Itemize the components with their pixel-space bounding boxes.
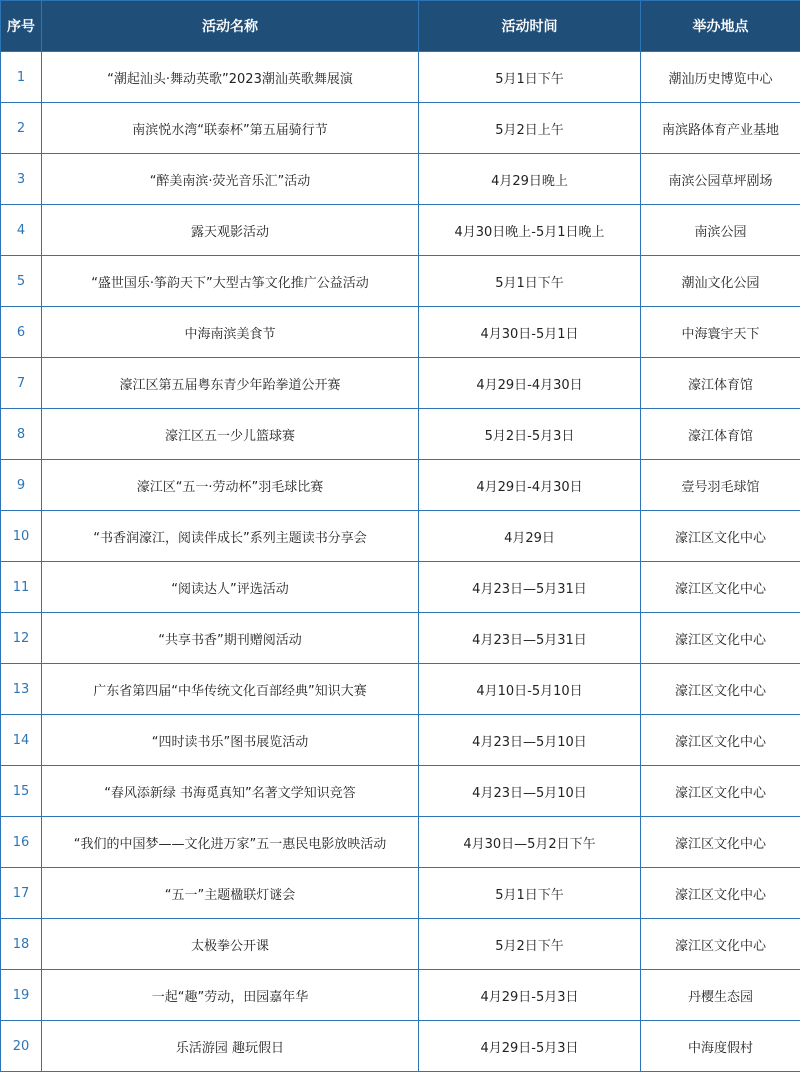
event-name: “潮起汕头·舞动英歌”2023潮汕英歌舞展演 xyxy=(42,52,419,103)
table-row xyxy=(1,256,800,307)
row-number: 14 xyxy=(1,715,42,766)
table-row xyxy=(1,919,800,970)
header-event-time: 活动时间 xyxy=(419,1,641,52)
event-name: “醉美南滨·荧光音乐汇”活动 xyxy=(42,154,419,205)
table-row xyxy=(1,817,800,868)
table-row xyxy=(1,307,800,358)
table-row xyxy=(1,766,800,817)
table-row xyxy=(1,715,800,766)
table-row xyxy=(1,52,800,103)
row-number: 19 xyxy=(1,970,42,1021)
event-name: 太极拳公开课 xyxy=(42,919,419,970)
event-name: 南滨悦水湾“联泰杯”第五届骑行节 xyxy=(42,103,419,154)
row-number: 1 xyxy=(1,52,42,103)
event-venue: 濠江体育馆 xyxy=(641,409,800,460)
event-time: 4月29日 xyxy=(419,511,641,562)
event-name: 濠江区第五届粤东青少年跆拳道公开赛 xyxy=(42,358,419,409)
event-venue: 南滨公园草坪剧场 xyxy=(641,154,800,205)
event-name: “盛世国乐·筝韵天下”大型古筝文化推广公益活动 xyxy=(42,256,419,307)
event-name: 广东省第四届“中华传统文化百部经典”知识大赛 xyxy=(42,664,419,715)
row-number: 11 xyxy=(1,562,42,613)
event-venue: 濠江区文化中心 xyxy=(641,715,800,766)
event-venue: 濠江区文化中心 xyxy=(641,919,800,970)
event-venue: 中海度假村 xyxy=(641,1021,800,1072)
event-venue: 濠江区文化中心 xyxy=(641,817,800,868)
row-number: 9 xyxy=(1,460,42,511)
row-number: 18 xyxy=(1,919,42,970)
event-time: 5月1日下午 xyxy=(419,868,641,919)
event-time: 4月23日—5月10日 xyxy=(419,715,641,766)
event-name: “我们的中国梦——文化进万家”五一惠民电影放映活动 xyxy=(42,817,419,868)
row-number: 12 xyxy=(1,613,42,664)
event-name: “书香润濠江，阅读伴成长”系列主题读书分享会 xyxy=(42,511,419,562)
header-number: 序号 xyxy=(1,1,42,52)
event-name: 濠江区五一少儿篮球赛 xyxy=(42,409,419,460)
table-row xyxy=(1,1021,800,1072)
row-number: 20 xyxy=(1,1021,42,1072)
event-name: 中海南滨美食节 xyxy=(42,307,419,358)
event-time: 4月29日晚上 xyxy=(419,154,641,205)
event-name: 濠江区“五一·劳动杯”羽毛球比赛 xyxy=(42,460,419,511)
event-venue: 濠江区文化中心 xyxy=(641,511,800,562)
event-venue: 潮汕文化公园 xyxy=(641,256,800,307)
row-number: 5 xyxy=(1,256,42,307)
event-venue: 濠江区文化中心 xyxy=(641,868,800,919)
event-name: “春风添新绿 书海觅真知”名著文学知识竞答 xyxy=(42,766,419,817)
row-number: 2 xyxy=(1,103,42,154)
event-venue: 南滨公园 xyxy=(641,205,800,256)
event-time: 4月23日—5月31日 xyxy=(419,613,641,664)
row-number: 4 xyxy=(1,205,42,256)
event-time: 5月2日上午 xyxy=(419,103,641,154)
header-event-name: 活动名称 xyxy=(42,1,419,52)
row-number: 13 xyxy=(1,664,42,715)
event-time: 4月30日—5月2日下午 xyxy=(419,817,641,868)
event-time: 4月23日—5月10日 xyxy=(419,766,641,817)
row-number: 17 xyxy=(1,868,42,919)
event-name: “五一”主题楹联灯谜会 xyxy=(42,868,419,919)
event-time: 4月29日-4月30日 xyxy=(419,358,641,409)
event-venue: 濠江区文化中心 xyxy=(641,613,800,664)
event-name: “阅读达人”评选活动 xyxy=(42,562,419,613)
row-number: 10 xyxy=(1,511,42,562)
table-row xyxy=(1,664,800,715)
event-time: 4月29日-5月3日 xyxy=(419,1021,641,1072)
table-row xyxy=(1,358,800,409)
event-venue: 濠江区文化中心 xyxy=(641,562,800,613)
row-number: 3 xyxy=(1,154,42,205)
event-venue: 丹樱生态园 xyxy=(641,970,800,1021)
row-number: 6 xyxy=(1,307,42,358)
table-row xyxy=(1,205,800,256)
event-name: 露天观影活动 xyxy=(42,205,419,256)
header-row xyxy=(1,1,800,52)
event-name: 乐活游园 趣玩假日 xyxy=(42,1021,419,1072)
event-venue: 潮汕历史博览中心 xyxy=(641,52,800,103)
event-time: 4月30日晚上-5月1日晚上 xyxy=(419,205,641,256)
row-number: 16 xyxy=(1,817,42,868)
event-time: 5月1日下午 xyxy=(419,52,641,103)
table-row xyxy=(1,103,800,154)
event-time: 4月30日-5月1日 xyxy=(419,307,641,358)
event-venue: 濠江体育馆 xyxy=(641,358,800,409)
event-time: 4月10日-5月10日 xyxy=(419,664,641,715)
event-venue: 濠江区文化中心 xyxy=(641,766,800,817)
event-time: 5月2日-5月3日 xyxy=(419,409,641,460)
header-venue: 举办地点 xyxy=(641,1,800,52)
row-number: 8 xyxy=(1,409,42,460)
row-number: 15 xyxy=(1,766,42,817)
table-row xyxy=(1,409,800,460)
event-time: 4月29日-4月30日 xyxy=(419,460,641,511)
table-row xyxy=(1,868,800,919)
event-time: 4月23日—5月31日 xyxy=(419,562,641,613)
table-row xyxy=(1,970,800,1021)
event-name: 一起“趣”劳动，田园嘉年华 xyxy=(42,970,419,1021)
table-row xyxy=(1,460,800,511)
event-name: “四时读书乐”图书展览活动 xyxy=(42,715,419,766)
event-name: “共享书香”期刊赠阅活动 xyxy=(42,613,419,664)
table-row xyxy=(1,511,800,562)
table-row xyxy=(1,613,800,664)
row-number: 7 xyxy=(1,358,42,409)
event-time: 4月29日-5月3日 xyxy=(419,970,641,1021)
event-venue: 南滨路体育产业基地 xyxy=(641,103,800,154)
event-time: 5月2日下午 xyxy=(419,919,641,970)
event-venue: 壹号羽毛球馆 xyxy=(641,460,800,511)
table-row xyxy=(1,562,800,613)
event-time: 5月1日下午 xyxy=(419,256,641,307)
event-venue: 濠江区文化中心 xyxy=(641,664,800,715)
table-row xyxy=(1,154,800,205)
event-venue: 中海寰宇天下 xyxy=(641,307,800,358)
